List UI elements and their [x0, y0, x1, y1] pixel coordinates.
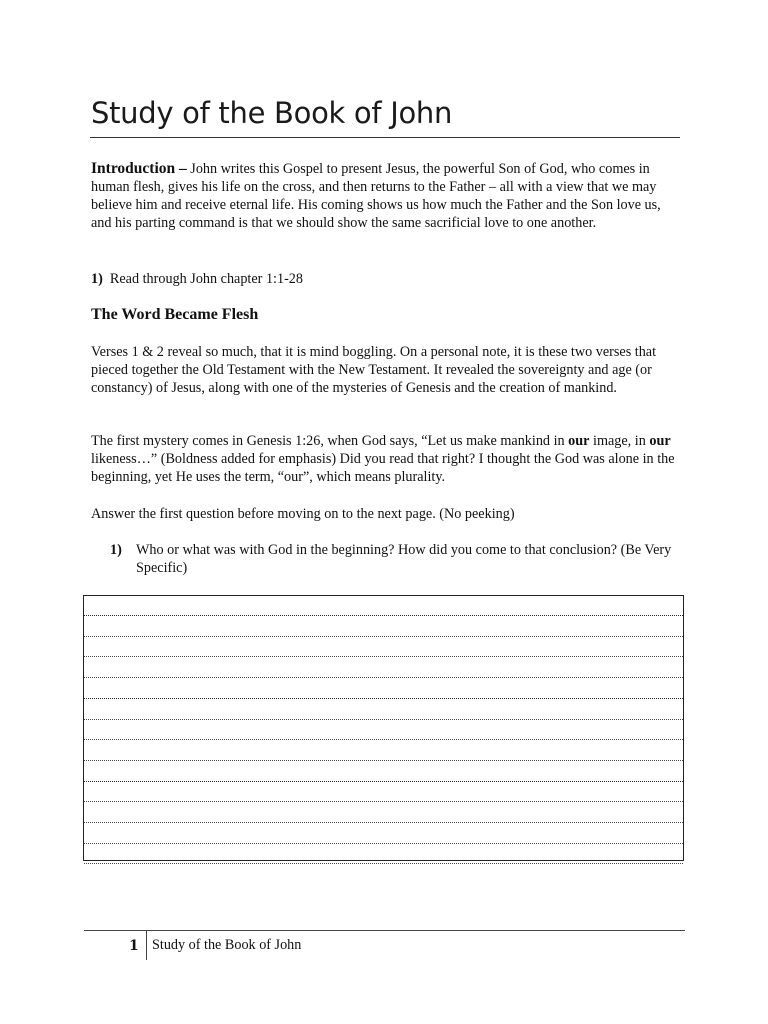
answer-line [84, 677, 683, 678]
document-title: Study of the Book of John [91, 96, 453, 130]
mystery-text-2: image, in [589, 433, 650, 449]
mystery-bold-2: our [649, 433, 671, 449]
footer-divider [146, 930, 147, 960]
answer-box[interactable] [83, 595, 684, 861]
verses-paragraph: Verses 1 & 2 reveal so much, that it is mind boggling. On a personal note, it is these two verses that pieced together the Old Testament with the New Testament. It revealed the sovereignty and age (or constancy) of Jesus, along with one of the mysteries of Genesis and the creation of mankind. [91, 344, 657, 396]
introduction-text: John writes this Gospel to present Jesus, the powerful Son of God, who comes in human flesh, gives his life on the cross, and then returns to the Father – all with a view that we may believe him and receive eternal life. His coming shows us how much the Father and the Son love us, and his parting command is that we should show the same sacrificial love to one another. [91, 161, 661, 231]
answer-line [84, 822, 683, 823]
step-number: 1) [91, 271, 103, 287]
answer-line [84, 719, 683, 720]
answer-line [84, 656, 683, 657]
answer-line [84, 636, 683, 637]
introduction-paragraph [91, 160, 681, 232]
step-read-chapter [91, 270, 681, 288]
instruction-paragraph: Answer the first question before moving on to the next page. (No peeking) [91, 506, 515, 522]
answer-line [84, 781, 683, 782]
answer-line [84, 615, 683, 616]
introduction-label: Introduction – [91, 160, 187, 177]
answer-line [84, 698, 683, 699]
answer-line [84, 801, 683, 802]
answer-line [84, 739, 683, 740]
footer-title: Study of the Book of John [152, 937, 302, 953]
section-heading: The Word Became Flesh [91, 306, 259, 323]
answer-line [84, 760, 683, 761]
mystery-paragraph [91, 432, 681, 486]
mystery-bold-1: our [568, 433, 590, 449]
title-rule [90, 137, 680, 138]
question-number: 1) [110, 542, 122, 558]
footer-rule [84, 930, 685, 931]
mystery-text-3: likeness…” (Boldness added for emphasis) Did you read that right? I thought the God was alone in the beginning, yet He uses the term, “our”, which means plurality. [91, 451, 675, 485]
mystery-text-1: The first mystery comes in Genesis 1:26, when God says, “Let us make mankind in [91, 433, 569, 449]
answer-line [84, 843, 683, 844]
step-text: Read through John chapter 1:1-28 [109, 271, 303, 287]
footer-page-number: 1 [129, 938, 139, 954]
answer-line [84, 863, 683, 864]
question-text: Who or what was with God in the beginning? How did you come to that conclusion? (Be Very Specific) [136, 542, 672, 576]
